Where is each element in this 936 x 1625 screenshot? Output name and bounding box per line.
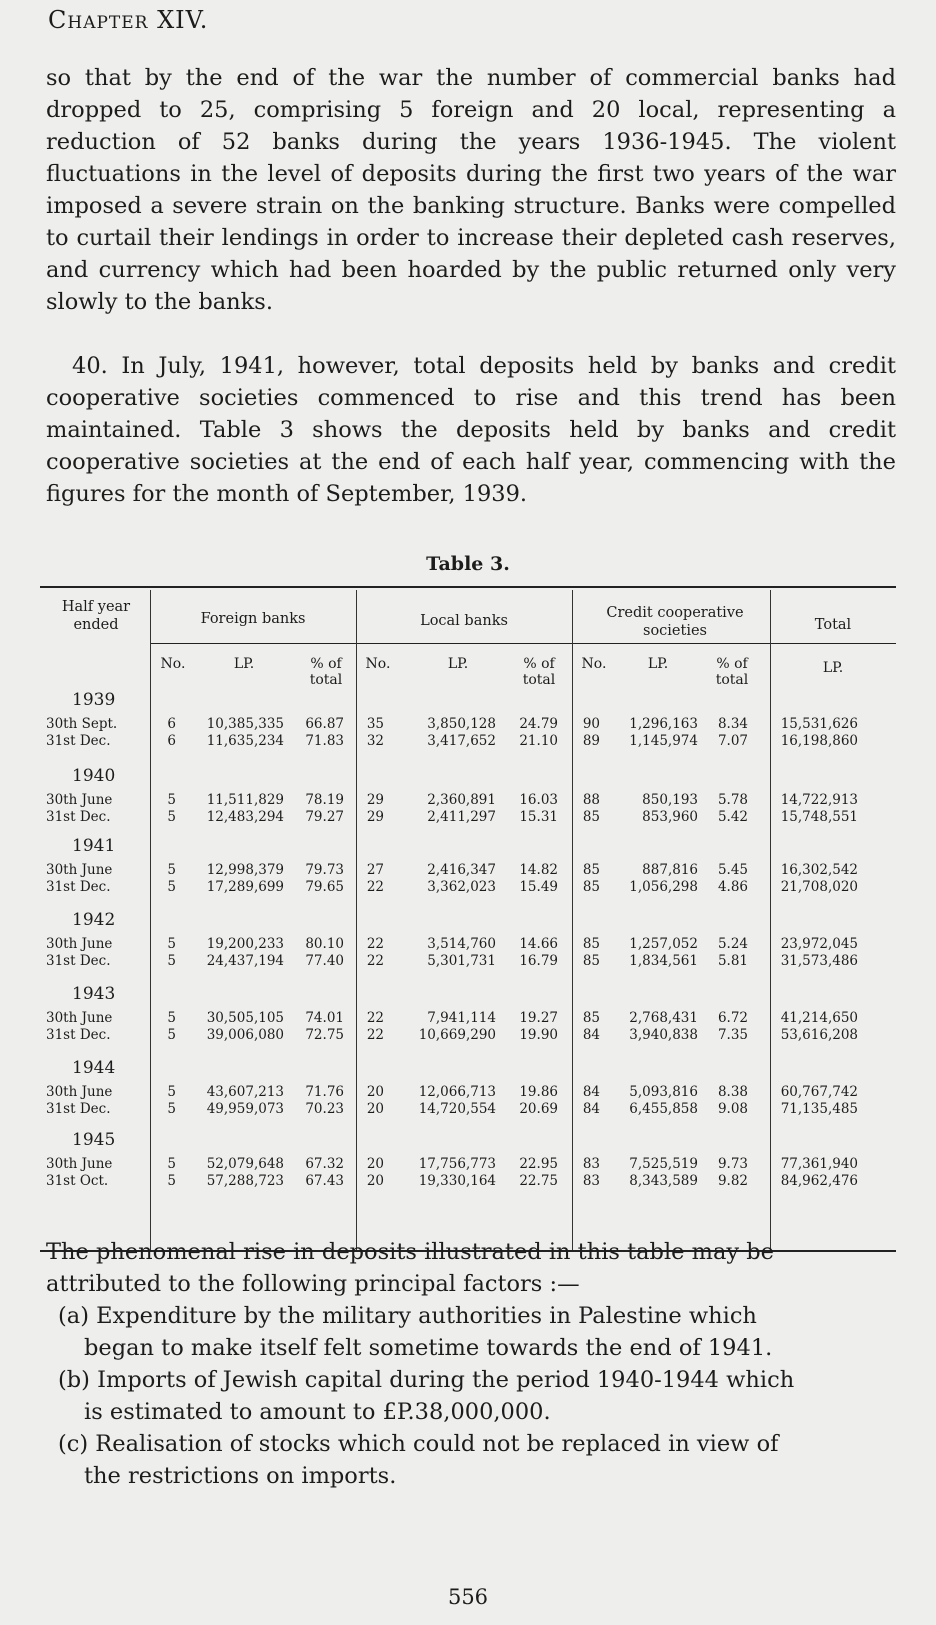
cell-total-lp: 84,962,476 <box>780 1173 858 1189</box>
cell-credit-lp: 2,768,431 <box>629 1010 698 1026</box>
cell-local-pct: 16.79 <box>519 953 558 969</box>
table-column-divider <box>356 590 357 1250</box>
cell-foreign-lp: 57,288,723 <box>206 1173 284 1189</box>
cell-foreign-no: 6 <box>167 733 176 749</box>
cell-foreign-pct: 72.75 <box>305 1027 344 1043</box>
cell-credit-no: 88 <box>582 792 600 808</box>
cell-total-lp: 23,972,045 <box>780 936 858 952</box>
cell-credit-lp: 887,816 <box>642 862 698 878</box>
cell-total-lp: 15,531,626 <box>780 716 858 732</box>
cell-period: 30th June <box>46 1084 113 1100</box>
cell-foreign-lp: 49,959,073 <box>206 1101 284 1117</box>
cell-credit-no: 85 <box>582 809 600 825</box>
cell-local-lp: 7,941,114 <box>427 1010 496 1026</box>
year-label: 1940 <box>72 766 116 786</box>
cell-credit-no: 90 <box>582 716 600 732</box>
table-title: Table 3. <box>426 553 510 575</box>
cell-foreign-no: 5 <box>167 1027 176 1043</box>
cell-foreign-lp: 17,289,699 <box>206 879 284 895</box>
cell-period: 30th June <box>46 936 113 952</box>
cell-credit-lp: 1,834,561 <box>629 953 698 969</box>
cell-credit-lp: 6,455,858 <box>629 1101 698 1117</box>
cell-credit-lp: 7,525,519 <box>629 1156 698 1172</box>
cell-local-lp: 5,301,731 <box>427 953 496 969</box>
cell-foreign-lp: 11,511,829 <box>206 792 284 808</box>
cell-foreign-pct: 79.65 <box>305 879 344 895</box>
factors-intro-line: attributed to the following principal factors :— <box>46 1271 580 1297</box>
subheader-no: No. <box>365 656 391 672</box>
cell-credit-pct: 4.86 <box>717 879 748 895</box>
cell-credit-pct: 5.42 <box>717 809 748 825</box>
subheader-total-lp: LP. <box>822 660 844 676</box>
cell-period: 31st Dec. <box>46 809 111 825</box>
cell-foreign-lp: 52,079,648 <box>206 1156 284 1172</box>
year-label: 1943 <box>72 984 116 1004</box>
cell-foreign-no: 5 <box>167 1084 176 1100</box>
cell-total-lp: 14,722,913 <box>780 792 858 808</box>
cell-credit-lp: 1,056,298 <box>629 879 698 895</box>
year-label: 1945 <box>72 1130 116 1150</box>
cell-credit-lp: 1,296,163 <box>629 716 698 732</box>
cell-local-no: 20 <box>366 1084 384 1100</box>
cell-local-lp: 14,720,554 <box>418 1101 496 1117</box>
cell-local-no: 20 <box>366 1156 384 1172</box>
cell-credit-no: 84 <box>582 1027 600 1043</box>
cell-credit-pct: 8.34 <box>717 716 748 732</box>
cell-local-no: 32 <box>366 733 384 749</box>
cell-total-lp: 60,767,742 <box>780 1084 858 1100</box>
header-local-banks: Local banks <box>420 613 508 629</box>
cell-period: 31st Dec. <box>46 879 111 895</box>
cell-foreign-lp: 19,200,233 <box>206 936 284 952</box>
cell-total-lp: 16,302,542 <box>780 862 858 878</box>
paragraph-40: 40. In July, 1941, however, total deposits held by banks and credit cooperative societies commenced to rise and this trend has been maintained. Table 3 shows the deposits held by banks and credit cooperative societies at the end of each half year, commencing with the figures for the month of September, 1939. <box>46 353 896 507</box>
subheader-lp: LP. <box>647 656 669 672</box>
cell-foreign-no: 5 <box>167 1101 176 1117</box>
cell-period: 31st Dec. <box>46 733 111 749</box>
cell-foreign-pct: 77.40 <box>305 953 344 969</box>
cell-local-pct: 16.03 <box>519 792 558 808</box>
table-column-divider <box>150 590 151 1250</box>
year-label: 1939 <box>72 690 116 710</box>
cell-credit-pct: 9.08 <box>717 1101 748 1117</box>
cell-period: 31st Dec. <box>46 953 111 969</box>
cell-credit-no: 85 <box>582 862 600 878</box>
factor-c-continued: the restrictions on imports. <box>84 1463 397 1489</box>
cell-local-pct: 22.75 <box>519 1173 558 1189</box>
subheader-pct: % of total <box>522 656 556 688</box>
factors-block <box>46 1236 896 1492</box>
cell-foreign-lp: 39,006,080 <box>206 1027 284 1043</box>
cell-local-lp: 2,416,347 <box>427 862 496 878</box>
cell-credit-pct: 9.73 <box>717 1156 748 1172</box>
cell-credit-pct: 7.07 <box>717 733 748 749</box>
subheader-no: No. <box>160 656 186 672</box>
cell-credit-pct: 6.72 <box>717 1010 748 1026</box>
cell-total-lp: 53,616,208 <box>780 1027 858 1043</box>
subheader-pct: % of total <box>715 656 749 688</box>
cell-credit-pct: 5.78 <box>717 792 748 808</box>
cell-local-pct: 19.90 <box>519 1027 558 1043</box>
cell-local-no: 20 <box>366 1173 384 1189</box>
cell-credit-pct: 8.38 <box>717 1084 748 1100</box>
cell-credit-no: 83 <box>582 1173 600 1189</box>
cell-foreign-lp: 12,998,379 <box>206 862 284 878</box>
cell-credit-no: 83 <box>582 1156 600 1172</box>
factor-b-continued: is estimated to amount to £P.38,000,000. <box>84 1399 551 1425</box>
cell-local-pct: 19.27 <box>519 1010 558 1026</box>
cell-foreign-lp: 43,607,213 <box>206 1084 284 1100</box>
cell-local-no: 22 <box>366 879 384 895</box>
year-label: 1941 <box>72 836 116 856</box>
cell-foreign-pct: 71.76 <box>305 1084 344 1100</box>
cell-credit-pct: 9.82 <box>717 1173 748 1189</box>
cell-foreign-no: 5 <box>167 1156 176 1172</box>
cell-credit-lp: 1,257,052 <box>629 936 698 952</box>
cell-local-no: 22 <box>366 1010 384 1026</box>
table-subheader-rule <box>150 643 896 644</box>
cell-foreign-pct: 79.27 <box>305 809 344 825</box>
factor-b: (b) Imports of Jewish capital during the period 1940-1944 which <box>58 1367 795 1393</box>
cell-credit-no: 84 <box>582 1101 600 1117</box>
chapter-heading: Chapter XIV. <box>48 6 209 34</box>
cell-foreign-no: 5 <box>167 1010 176 1026</box>
factor-a-continued: began to make itself felt sometime towards the end of 1941. <box>84 1335 773 1361</box>
header-half-year: Half year ended <box>61 599 131 633</box>
cell-total-lp: 71,135,485 <box>780 1101 858 1117</box>
cell-foreign-pct: 67.43 <box>305 1173 344 1189</box>
cell-foreign-lp: 11,635,234 <box>206 733 284 749</box>
cell-foreign-no: 5 <box>167 953 176 969</box>
cell-local-lp: 12,066,713 <box>418 1084 496 1100</box>
cell-local-no: 29 <box>366 792 384 808</box>
cell-foreign-no: 5 <box>167 792 176 808</box>
header-total: Total <box>814 617 852 633</box>
cell-credit-pct: 5.24 <box>717 936 748 952</box>
cell-total-lp: 16,198,860 <box>780 733 858 749</box>
cell-credit-no: 85 <box>582 953 600 969</box>
cell-local-lp: 3,514,760 <box>427 936 496 952</box>
cell-local-no: 22 <box>366 1027 384 1043</box>
cell-credit-pct: 5.81 <box>717 953 748 969</box>
cell-period: 31st Oct. <box>46 1173 109 1189</box>
cell-period: 31st Dec. <box>46 1101 111 1117</box>
cell-credit-no: 89 <box>582 733 600 749</box>
paragraph-1: so that by the end of the war the number of commercial banks had dropped to 25, comprising 5 foreign and 20 local, representing a reduction of 52 banks during the years 1936-1945. The violent fluctuations in the level of deposits during the first two years of the war imposed a severe strain on the banking structure. Banks were compelled to curtail their lendings in order to increase their depleted cash reserves, and currency which had been hoarded by the public returned only very slowly to the banks. <box>46 65 896 315</box>
cell-period: 30th June <box>46 1156 113 1172</box>
cell-foreign-no: 5 <box>167 936 176 952</box>
cell-credit-no: 85 <box>582 1010 600 1026</box>
cell-credit-no: 85 <box>582 936 600 952</box>
cell-local-pct: 15.49 <box>519 879 558 895</box>
cell-local-no: 35 <box>366 716 384 732</box>
header-credit-cooperative: Credit cooperative societies <box>606 605 744 639</box>
cell-credit-pct: 7.35 <box>717 1027 748 1043</box>
cell-local-pct: 14.82 <box>519 862 558 878</box>
factors-intro-line: The phenomenal rise in deposits illustrated in this table may be <box>46 1239 774 1265</box>
cell-foreign-lp: 30,505,105 <box>206 1010 284 1026</box>
cell-foreign-no: 5 <box>167 879 176 895</box>
subheader-lp: LP. <box>233 656 255 672</box>
cell-total-lp: 15,748,551 <box>780 809 858 825</box>
header-foreign-banks: Foreign banks <box>200 611 306 627</box>
cell-local-pct: 21.10 <box>519 733 558 749</box>
cell-foreign-pct: 71.83 <box>305 733 344 749</box>
cell-local-lp: 2,360,891 <box>427 792 496 808</box>
page-number: 556 <box>447 1585 489 1609</box>
cell-local-lp: 3,850,128 <box>427 716 496 732</box>
cell-local-no: 29 <box>366 809 384 825</box>
cell-credit-lp: 850,193 <box>642 792 698 808</box>
cell-foreign-lp: 24,437,194 <box>206 953 284 969</box>
factor-c: (c) Realisation of stocks which could not be replaced in view of <box>58 1431 779 1457</box>
cell-total-lp: 77,361,940 <box>780 1156 858 1172</box>
cell-foreign-pct: 80.10 <box>305 936 344 952</box>
table-column-divider <box>572 590 573 1250</box>
cell-total-lp: 41,214,650 <box>780 1010 858 1026</box>
table-top-rule <box>40 586 896 588</box>
cell-total-lp: 21,708,020 <box>780 879 858 895</box>
cell-foreign-pct: 78.19 <box>305 792 344 808</box>
cell-local-no: 27 <box>366 862 384 878</box>
cell-foreign-no: 6 <box>167 716 176 732</box>
cell-foreign-pct: 74.01 <box>305 1010 344 1026</box>
cell-local-pct: 15.31 <box>519 809 558 825</box>
year-label: 1942 <box>72 910 116 930</box>
cell-foreign-lp: 10,385,335 <box>206 716 284 732</box>
subheader-pct: % of total <box>309 656 343 688</box>
cell-total-lp: 31,573,486 <box>780 953 858 969</box>
cell-local-pct: 20.69 <box>519 1101 558 1117</box>
cell-local-pct: 24.79 <box>519 716 558 732</box>
cell-credit-lp: 8,343,589 <box>629 1173 698 1189</box>
cell-credit-lp: 3,940,838 <box>629 1027 698 1043</box>
cell-credit-pct: 5.45 <box>717 862 748 878</box>
cell-local-lp: 19,330,164 <box>418 1173 496 1189</box>
cell-local-no: 22 <box>366 936 384 952</box>
cell-credit-lp: 1,145,974 <box>629 733 698 749</box>
cell-local-pct: 19.86 <box>519 1084 558 1100</box>
factor-a: (a) Expenditure by the military authorities in Palestine which <box>58 1303 757 1329</box>
cell-local-pct: 22.95 <box>519 1156 558 1172</box>
cell-local-lp: 2,411,297 <box>427 809 496 825</box>
cell-local-no: 20 <box>366 1101 384 1117</box>
cell-foreign-pct: 70.23 <box>305 1101 344 1117</box>
cell-local-lp: 17,756,773 <box>418 1156 496 1172</box>
cell-credit-no: 84 <box>582 1084 600 1100</box>
subheader-lp: LP. <box>447 656 469 672</box>
cell-period: 31st Dec. <box>46 1027 111 1043</box>
cell-local-lp: 10,669,290 <box>418 1027 496 1043</box>
cell-local-pct: 14.66 <box>519 936 558 952</box>
cell-local-no: 22 <box>366 953 384 969</box>
cell-period: 30th June <box>46 1010 113 1026</box>
cell-local-lp: 3,362,023 <box>427 879 496 895</box>
subheader-no: No. <box>581 656 607 672</box>
year-label: 1944 <box>72 1058 116 1078</box>
cell-foreign-no: 5 <box>167 809 176 825</box>
cell-credit-no: 85 <box>582 879 600 895</box>
cell-foreign-no: 5 <box>167 862 176 878</box>
table-column-divider <box>770 590 771 1250</box>
cell-foreign-pct: 66.87 <box>305 716 344 732</box>
cell-foreign-pct: 67.32 <box>305 1156 344 1172</box>
cell-period: 30th Sept. <box>46 716 118 732</box>
cell-credit-lp: 5,093,816 <box>629 1084 698 1100</box>
cell-foreign-lp: 12,483,294 <box>206 809 284 825</box>
cell-foreign-pct: 79.73 <box>305 862 344 878</box>
cell-period: 30th June <box>46 862 113 878</box>
cell-period: 30th June <box>46 792 113 808</box>
cell-credit-lp: 853,960 <box>642 809 698 825</box>
cell-foreign-no: 5 <box>167 1173 176 1189</box>
cell-local-lp: 3,417,652 <box>427 733 496 749</box>
